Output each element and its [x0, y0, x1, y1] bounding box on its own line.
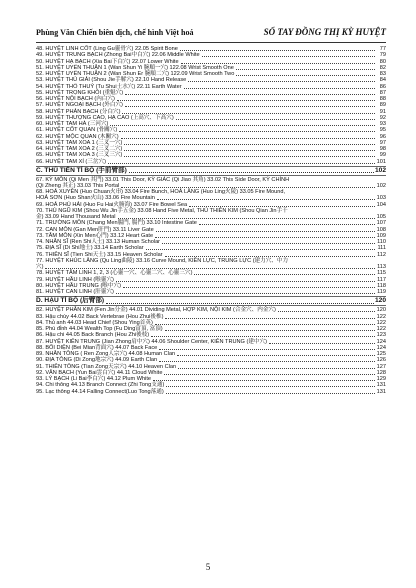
- toc-entry-title: 79. HUYỆT HẦU LINH (喉靈穴): [36, 276, 114, 283]
- toc-entry-title: [36, 177, 386, 190]
- toc-entry-title: 95. Lạc thông 44.14 Falling Connect(Luo Tong落通): [36, 388, 164, 395]
- toc-entry-page: 95: [379, 127, 386, 134]
- toc-entry-page: 131: [376, 388, 386, 395]
- dot-leader: [180, 50, 375, 51]
- dot-leader: [202, 56, 375, 57]
- toc-entry[interactable]: [36, 258, 386, 271]
- toc-entry-page: 101: [376, 158, 386, 165]
- toc-entry-page: 102: [376, 182, 386, 189]
- toc-section-page: 120: [374, 297, 386, 305]
- toc-entry-title: 73. TÂM MÔN (Xin Men心門) 33.12 Heart Gate: [36, 232, 154, 239]
- toc-entry-page: 122: [376, 313, 386, 320]
- toc-entry-title: 83. Hậu chùy 44.02 Back Vertebrae (Hou Zhui後椎): [36, 313, 164, 320]
- dot-leader: [124, 156, 375, 157]
- dot-leader: [146, 249, 375, 250]
- toc-entry-page: 86: [379, 83, 386, 90]
- toc-entry-title: 48. HUYỆT LINH CỐT (Ling Gu靈骨穴) 22.05 Spirit Bone: [36, 46, 178, 52]
- toc-entry-page: 79: [379, 52, 386, 59]
- toc-entry-title: 89. NHÂN TÔNG ( Ren Zong人宗穴) 44.08 Human Clan: [36, 351, 176, 358]
- dot-leader: [178, 368, 375, 369]
- toc-entry-title: 57. HUYỆT NGOẠI BẠCH (外白穴): [36, 102, 123, 109]
- dot-leader: [108, 163, 375, 164]
- toc-entry[interactable]: [36, 208, 386, 221]
- toc-section-page: 102: [374, 166, 386, 174]
- dot-leader: [155, 324, 375, 325]
- dot-leader: [165, 256, 375, 257]
- toc-entry-page: 98: [379, 146, 386, 152]
- toc-entry-title: 49. HUYỆT TRUNG BẠCH (Zhong Bai中白穴) 22.06 Middle White: [36, 52, 200, 59]
- dot-leader: [159, 361, 375, 362]
- toc-entry-page: 115: [377, 270, 386, 277]
- toc-entry-page: 109: [376, 232, 386, 239]
- toc-entry-page: 117: [377, 276, 386, 283]
- toc-entry-title-continuation: HOẢ SƠN (Huo Shan火山) 33.06 Fire Mountain: [36, 195, 155, 202]
- toc-entry-title: 93. LÝ BẠCH (Li Bai李白穴) 44.12 Plum White: [36, 376, 152, 383]
- dot-leader: [124, 150, 375, 151]
- toc-entry-title: 51. HUYỆT UYỂN THUẬN 1 (Wan Shun Yi 腕順一穴) 122.08 Wrist Smooth One: [36, 64, 234, 71]
- dot-leader: [121, 138, 375, 139]
- page-number: 5: [205, 562, 211, 572]
- dot-leader: [106, 303, 374, 304]
- dot-leader: [155, 237, 375, 238]
- header-translator: Phùng Văn Chiến biên dịch, chế hình Việt hoá: [36, 28, 194, 37]
- toc-entry-page: 91: [379, 108, 386, 115]
- dot-leader: [157, 199, 375, 200]
- dot-leader: [121, 187, 375, 188]
- table-of-contents: [36, 46, 386, 395]
- toc-entry-title: 52. HUYỆT UYỂN THUẬN 2 (Wan Shun Er 腕順二穴) 122.09 Wrist Smooth Two: [36, 71, 235, 77]
- dot-leader: [125, 94, 375, 95]
- toc-entry-title-line: 67. KỲ MÔN (Qi Men 其門) 33.01 This Door, KỲ GIÁC (Qi Jiao 其角) 33.02 This Side Door, KỲ CHÍNH: [36, 176, 290, 183]
- dot-leader: [166, 393, 375, 394]
- dot-leader: [165, 330, 375, 331]
- running-header: [36, 26, 386, 43]
- toc-entry-page: 123: [376, 332, 386, 339]
- toc-entry-title-line: 68. HOẢ XUYÊN (Huo Chuan火串) 33.04 Fire Bunch, HOẢ LĂNG (Huo Ling火陵) 33.05 Fire Mound,: [36, 189, 286, 196]
- dot-leader: [199, 224, 375, 225]
- toc-entry-title: 53. HUYỆT THỦ GIẢI (Shou Jie手解穴) 22.10 Hand Release: [36, 77, 187, 84]
- dot-leader: [278, 311, 375, 312]
- toc-entry-page: 104: [376, 201, 386, 208]
- toc-entry[interactable]: [36, 389, 386, 395]
- toc-entry-title: 56. HUYỆT NỘI BẠCH (內白穴): [36, 96, 115, 102]
- dot-leader: [110, 125, 375, 126]
- toc-entry-title: 88. BỐI DIỆN (Bei Mian背面穴) 44.07 Back Face: [36, 344, 158, 351]
- toc-entry-title: [36, 258, 386, 271]
- toc-entry-title: 58. HUYỆT PHẢN BẠCH (分白穴): [36, 108, 121, 115]
- dot-leader: [162, 243, 375, 244]
- dot-leader: [151, 336, 375, 337]
- toc-entry-title: 60. HUYỆT TAM HÀ (三河穴): [36, 121, 109, 127]
- toc-entry-page: 80: [379, 58, 386, 65]
- toc-entry-page: 82: [379, 64, 386, 71]
- toc-entry[interactable]: [36, 189, 386, 202]
- toc-entry-title: 90. ĐỊA TÔNG (Di Zong地宗穴) 44.09 Earth Clan: [36, 357, 158, 364]
- dot-leader: [236, 75, 375, 76]
- toc-entry-page: 97: [379, 139, 386, 146]
- toc-entry-title: 86. Hậu chi 44.05 Back Branch (Hou Zhi後枝): [36, 332, 150, 339]
- toc-entry[interactable]: [36, 177, 386, 190]
- toc-entry-page: 112: [377, 251, 386, 258]
- toc-entry-title-continuation: 穴): [36, 264, 44, 271]
- toc-entry-title: 50. HUYỆT HẠ BẠCH (Xia Bai下白穴) 22.07 Lower White: [36, 58, 179, 65]
- toc-entry-title: 54. HUYỆT THỔ THUỶ (Tu Shui土水穴) 22.11 Earth Water: [36, 83, 182, 90]
- dot-leader: [119, 131, 375, 132]
- toc-entry-page: 84: [379, 77, 386, 84]
- toc-entry-title: 55. HUYỆT TRỌNG KHÔI (重魁穴): [36, 89, 124, 96]
- dot-leader: [181, 63, 375, 64]
- toc-entry-title: 74. NHÂN SĨ (Ren Shi人士) 33.13 Human Scholar: [36, 239, 161, 246]
- toc-entry-title: 63. HUYỆT TAM XOA 1 (三叉一穴): [36, 139, 123, 146]
- toc-entry-page: 124: [376, 338, 386, 345]
- toc-entry-title-line: 70. THỦ NGŨ KIM (Shou Wu Jin手五金) 33.08 Hand Five Metal, THỦ THIÊN KIM (Shou Qian Jin手千: [36, 207, 288, 214]
- toc-entry-page: 125: [376, 351, 386, 358]
- toc-entry-page: 128: [376, 369, 386, 376]
- toc-entry[interactable]: [36, 289, 386, 295]
- dot-leader: [129, 172, 374, 173]
- toc-entry-title: [36, 208, 386, 221]
- dot-leader: [117, 100, 375, 101]
- toc-entry-title: 85. Phú đỉnh 44.04 Wealth Top (Fu Ding富頂, 富頂): [36, 326, 163, 333]
- dot-leader: [194, 274, 375, 275]
- toc-entry-page: 110: [377, 239, 386, 246]
- dot-leader: [165, 318, 375, 319]
- toc-entry-page: 126: [376, 357, 386, 364]
- toc-entry-page: 127: [376, 363, 386, 370]
- dot-leader: [177, 355, 375, 356]
- toc-entry-page: 92: [379, 114, 386, 121]
- dot-leader: [156, 231, 375, 232]
- toc-entry-page: 103: [376, 195, 386, 202]
- toc-entry-title: 84. Thủ anh 44.03 Head Chief (Shou Ying首英): [36, 319, 153, 326]
- dot-leader: [153, 380, 375, 381]
- dot-leader: [184, 88, 375, 89]
- dot-leader: [236, 69, 375, 70]
- dot-leader: [124, 144, 375, 145]
- toc-entry-page: 131: [376, 382, 386, 389]
- toc-entry-title: 76. THIÊN SĨ (Tien Shi天士) 33.15 Heaven Scholar: [36, 251, 163, 258]
- dot-leader: [166, 386, 375, 387]
- header-book-title: SỔ TAY ĐỒNG THỊ KỲ HUYỆT: [263, 27, 386, 37]
- dot-leader: [122, 113, 375, 114]
- toc-entry-title: 78. HUYỆT TÂM LINH 1, 2, 3 (心靈一穴、心靈二穴、心靈三穴): [36, 270, 193, 277]
- toc-entry-page: 93: [379, 121, 386, 127]
- toc-entry-title: 81. HUYỆT CAN LINH (肝靈穴): [36, 289, 114, 296]
- toc-entry-title: 94. Chi thông 44.13 Branch Connect (Zhi Tong支通): [36, 382, 165, 389]
- dot-leader: [116, 293, 375, 294]
- toc-entry-title-line: 77. HUYỆT KHÚC LĂNG (Qu Ling曲陵) 33.16 Curve Mound, KIÊN LỰC, TRUNG LỰC (建力穴、中力: [36, 257, 289, 264]
- toc-entry-page: 105: [376, 214, 386, 221]
- toc-entry[interactable]: [36, 159, 386, 165]
- toc-entry-title: [36, 189, 386, 202]
- dot-leader: [164, 374, 375, 375]
- dot-leader: [189, 206, 375, 207]
- toc-entry-title: 92. VÂN BẠCH (Yun Bai雲白穴) 44.11 Cloud White: [36, 369, 163, 376]
- toc-entry-title: 62. HUYỆT MỘC QUAN (木關穴): [36, 133, 119, 140]
- toc-entry-page: 111: [377, 245, 386, 252]
- toc-section-heading[interactable]: [36, 166, 386, 176]
- dot-leader: [188, 81, 375, 82]
- toc-entry-page: 96: [379, 133, 386, 140]
- dot-leader: [116, 281, 375, 282]
- dot-leader: [269, 343, 375, 344]
- toc-entry-page: 113: [377, 264, 386, 271]
- toc-entry-title: 61. HUYỆT CỐT QUAN (骨關穴): [36, 127, 118, 134]
- toc-entry-title: 82. HUYỆT PHÂN KIM (Fen Jin分金) 44.01 Dividing Metal, HỢP KIM, NỘI KIM (合金穴、内金穴): [36, 307, 276, 314]
- toc-entry-page: 83: [379, 71, 386, 77]
- toc-entry-title: 87. HUYỆT KIÊN TRUNG (Jian Zhong肩中穴) 44.06 Shoulder Center, KIÊN TRUNG (建中穴): [36, 338, 267, 345]
- toc-entry-title-continuation: (Qi Zheng 其正) 33.03 This Portal: [36, 182, 120, 189]
- toc-entry-title: 66. HUYỆT TAM XÍ (三岔穴): [36, 158, 106, 165]
- toc-entry-title: 71. TRƯỜNG MÔN (Chang Men腸門, 腸門) 33.10 Intestine Gate: [36, 220, 197, 227]
- toc-entry-page: 108: [376, 226, 386, 233]
- toc-section-title: D. HẠU TỈ BỘ (后臂部): [36, 297, 105, 305]
- toc-entry-title: 75. ĐỊA SĨ (Di Shi地士) 33.14 Earth Scholar: [36, 245, 144, 252]
- dot-leader: [159, 349, 375, 350]
- toc-entry-page: 89: [379, 102, 386, 109]
- toc-entry-page: 118: [377, 282, 386, 289]
- dot-leader: [176, 119, 375, 120]
- dot-leader: [125, 106, 375, 107]
- toc-entry-title: 59. HUYỆT THƯỢNG CAO, HẠ CAO (上高穴、下高穴): [36, 114, 174, 121]
- toc-entry-page: 122: [376, 319, 386, 326]
- dot-leader: [123, 287, 375, 288]
- toc-section-heading[interactable]: [36, 296, 386, 306]
- toc-entry-page: 129: [376, 376, 386, 383]
- toc-entry-page: 119: [377, 289, 386, 296]
- toc-entry-title: 91. THIÊN TÔNG (Tian Zong天宗穴) 44.10 Heaven Clan: [36, 363, 177, 370]
- toc-entry-title: 72. CAN MÔN (Gan Men肝門) 33.11 Liver Gate: [36, 226, 154, 233]
- toc-entry-page: 99: [379, 152, 386, 159]
- toc-entry-page: 107: [376, 220, 386, 227]
- toc-entry-page: 87: [379, 89, 386, 96]
- toc-entry-page: 88: [379, 96, 386, 102]
- toc-entry-title: 64. HUYỆT TAM XOA 2 (三叉二穴): [36, 146, 123, 152]
- toc-entry-title: 69. HOẢ PHÚ HẢI (Huo Fu Hai火腑海) 33.07 Fire Bowel Sea: [36, 201, 188, 208]
- toc-entry-title: 65. HUYỆT TAM XOA 3 (三叉三穴): [36, 152, 123, 159]
- toc-entry-page: 77: [379, 46, 386, 52]
- toc-entry-title: 80. HUYỆT HẦU TRUNG (喉中穴): [36, 282, 121, 289]
- toc-entry-title-continuation: 金) 33.09 Hand Thousand Metal: [36, 214, 116, 221]
- toc-entry-page: 120: [376, 307, 386, 314]
- toc-entry-page: 122: [376, 326, 386, 333]
- toc-section-title: C. THỦ TIỄN TỈ BỘ (手前臂部): [36, 166, 127, 174]
- toc-entry-page: 124: [376, 344, 386, 351]
